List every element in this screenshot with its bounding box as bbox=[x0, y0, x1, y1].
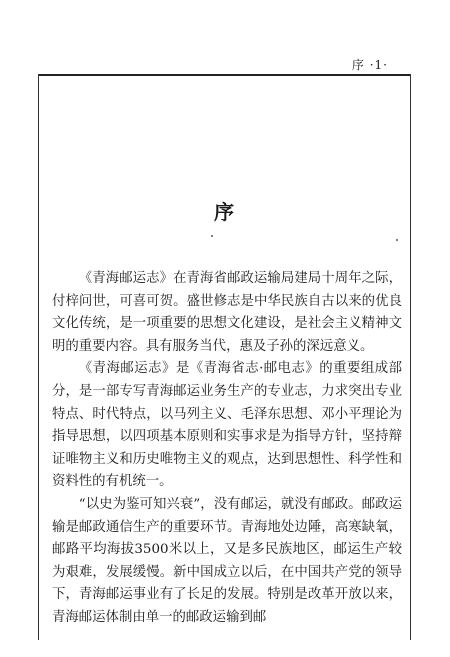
page-title: 序 bbox=[214, 200, 236, 224]
page-header: 序 ·1· bbox=[351, 58, 388, 72]
body-text bbox=[52, 268, 402, 630]
frame-right-border bbox=[410, 74, 411, 640]
paragraph-3: “以史为鉴可知兴衰”，没有邮运，就没有邮政。邮政运输是邮政通信生产的重要环节。青海地处边陲，高寒缺氧，邮路平均海拔3500米以上，又是多民族地区，邮运生产较为艰难，发展缓慢。新中国成立以后，在中国共产党的领导下，青海邮运事业有了长足的发展。特别是改革开放以来，青海邮运体制由单一的邮政运输到邮 bbox=[52, 496, 402, 625]
scan-speck bbox=[396, 239, 398, 241]
top-rule bbox=[38, 74, 411, 76]
scan-speck bbox=[211, 235, 213, 237]
paragraph-2: 《青海邮运志》是《青海省志·邮电志》的重要组成部分，是一部专写青海邮运业务生产的专业志，力求突出专业特点、时代特点，以马列主义、毛泽东思想、邓小平理论为指导思想，以四项基本原则和实事求是为指导方针，坚持辩证唯物主义和历史唯物主义的观点，达到思想性、科学性和资料性的有机统一。 bbox=[52, 361, 402, 490]
paragraph-1: 《青海邮运志》在青海省邮政运输局建局十周年之际，付梓问世，可喜可贺。盛世修志是中华民族自古以来的优良文化传统，是一项重要的思想文化建设，是社会主义精神文明的重要内容。具有服务当代，惠及子孙的深远意义。 bbox=[52, 271, 402, 354]
frame-left-border bbox=[38, 74, 39, 640]
